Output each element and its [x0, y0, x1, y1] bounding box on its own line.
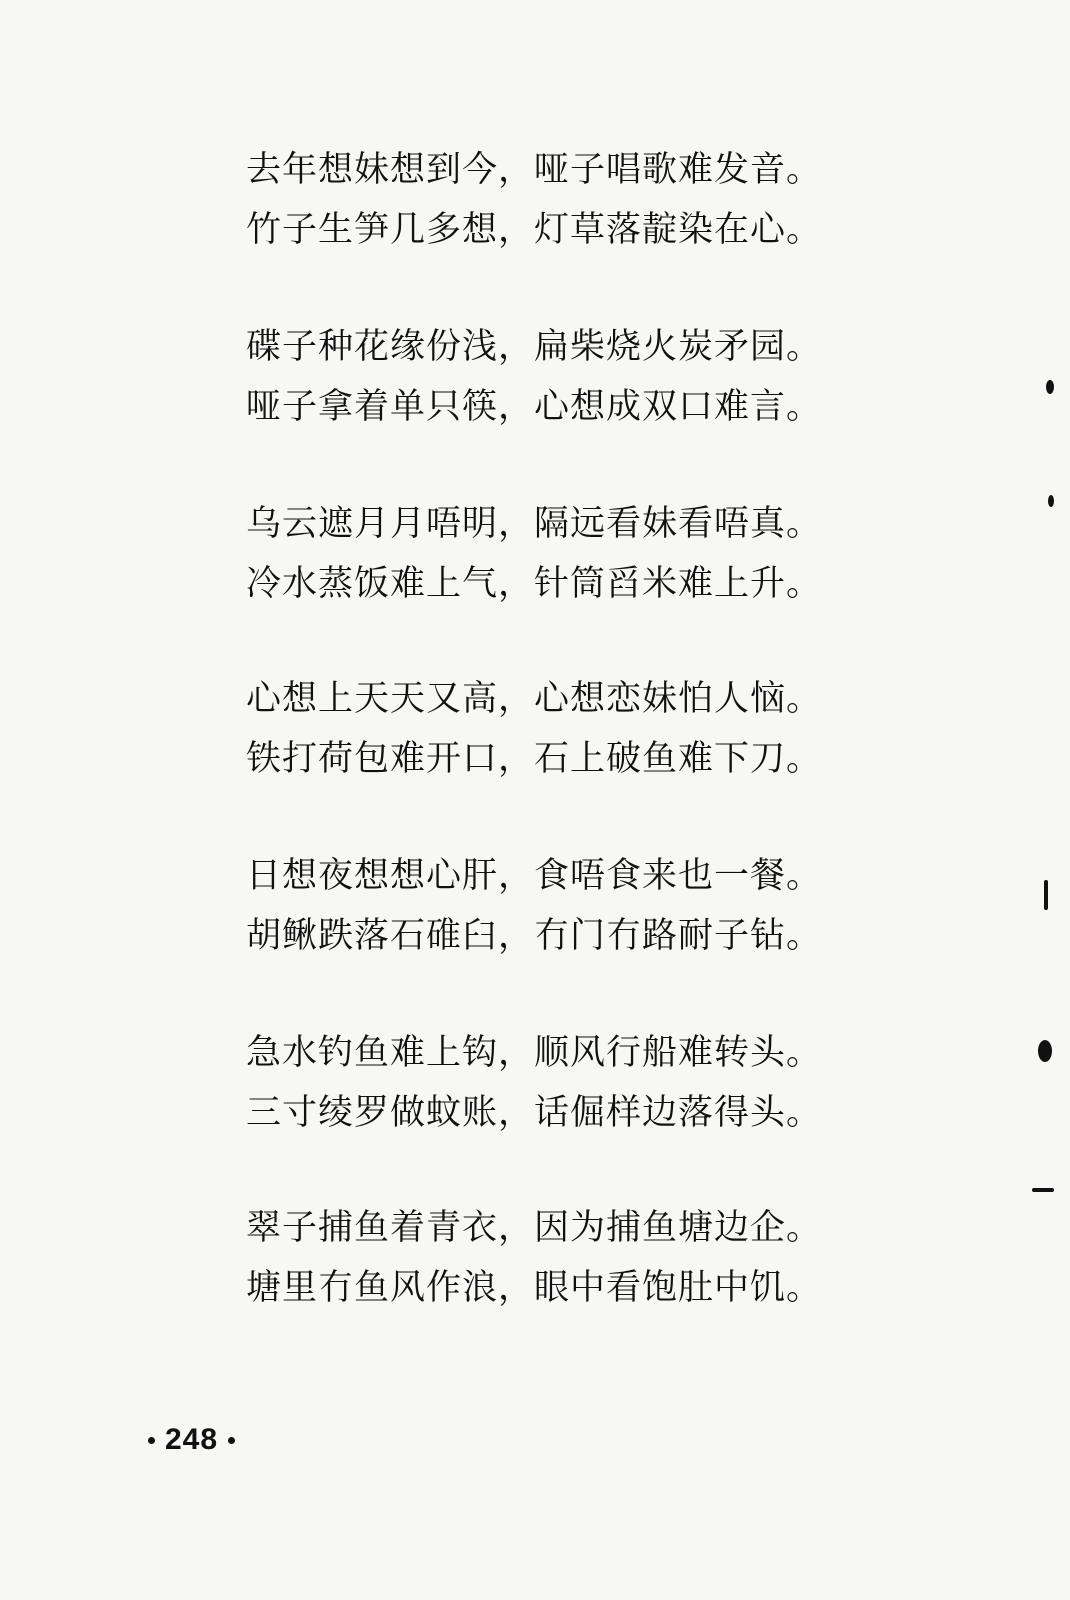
verse-line: 去年想妹想到今，哑子唱歌难发音。 [246, 150, 823, 190]
stanza [246, 140, 826, 260]
scan-speck [1048, 495, 1054, 507]
stanza [246, 494, 826, 614]
verse-line: 日想夜想想心肝，食唔食来也一餐。 [246, 856, 823, 896]
page-number-value: 248 [165, 1423, 219, 1457]
verse-line: 碟子种花缘份浅，扁柴烧火炭矛园。 [246, 327, 823, 367]
scan-speck [1038, 1040, 1052, 1062]
scan-speck [1046, 380, 1054, 394]
verse-line: 冷水蒸饭难上气，针筒舀米难上升。 [246, 564, 823, 604]
stanza [246, 669, 826, 789]
verse-line: 竹子生笋几多想，灯草落靛染在心。 [246, 210, 823, 250]
scan-speck [1044, 880, 1048, 910]
stanza [246, 1023, 826, 1143]
verse-line: 三寸绫罗做蚊账，话倔样边落得头。 [246, 1093, 823, 1133]
stanza [246, 1198, 826, 1318]
scan-speck [1032, 1188, 1054, 1192]
verse-line: 胡鳅跌落石碓臼，冇门冇路耐子钻。 [246, 916, 823, 956]
page-number [138, 1422, 245, 1457]
bullet-dot-icon [228, 1437, 235, 1444]
verse-line: 哑子拿着单只筷，心想成双口难言。 [246, 387, 823, 427]
verse-line: 心想上天天又高，心想恋妹怕人恼。 [246, 679, 823, 719]
verse-line: 翠子捕鱼着青衣，因为捕鱼塘边企。 [246, 1208, 823, 1248]
verse-line: 塘里冇鱼风作浪，眼中看饱肚中饥。 [246, 1268, 823, 1308]
bullet-dot-icon [148, 1437, 155, 1444]
verse-line: 急水钓鱼难上钩，顺风行船难转头。 [246, 1033, 823, 1073]
stanza [246, 846, 826, 966]
verse-line: 铁打荷包难开口，石上破鱼难下刀。 [246, 739, 823, 779]
verse-line: 乌云遮月月唔明，隔远看妹看唔真。 [246, 504, 823, 544]
stanza [246, 317, 826, 437]
